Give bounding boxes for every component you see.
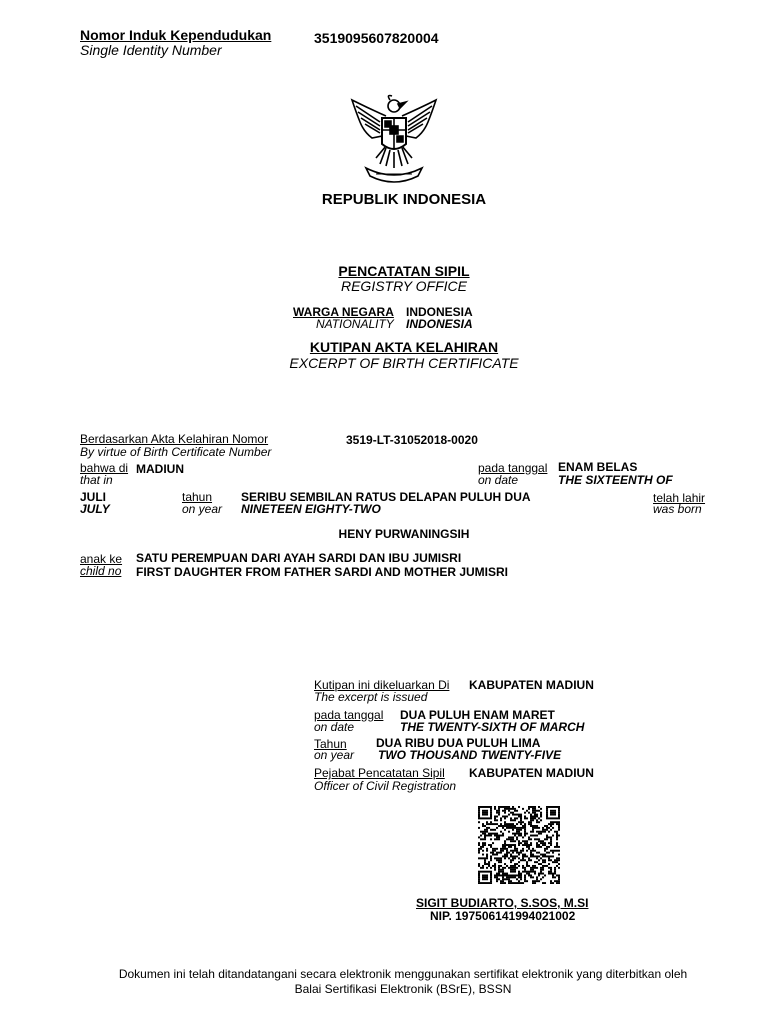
cert-number-label: Berdasarkan Akta Kelahiran Nomor [80,432,269,446]
year-value-en: NINETEEN EIGHTY-TWO [241,502,381,516]
child-label: anak ke [80,552,123,566]
date-label: pada tanggal [478,461,548,475]
qr-code-icon [478,806,560,884]
month-value: JULI [80,490,107,504]
nik-label-en: Single Identity Number [80,42,222,58]
footer-line-2: Balai Sertifikasi Elektronik (BSrE), BSSN [294,982,512,996]
born-label: telah lahir [653,491,706,505]
document-title: KUTIPAN AKTA KELAHIRAN [309,339,499,355]
issued-label-en: The excerpt is issued [314,690,428,704]
day-value-en: THE SIXTEENTH OF [558,473,673,487]
country-title: REPUBLIK INDONESIA [321,191,487,208]
cert-number-label-en: By virtue of Birth Certificate Number [80,445,272,459]
document-title-en: EXCERPT OF BIRTH CERTIFICATE [289,355,519,371]
footer-line-1: Dokumen ini telah ditandatangani secara elektronik menggunakan sertifikat elektronik yang diterbitkan oleh [118,967,688,981]
issue-date-label: pada tanggal [314,708,384,722]
cert-number-value: 3519-LT-31052018-0020 [346,433,478,447]
issue-year-value-en: TWO THOUSAND TWENTY-FIVE [378,748,562,762]
issued-label: Kutipan ini dikeluarkan Di [314,678,450,692]
date-label-en: on date [478,473,519,487]
child-value: SATU PEREMPUAN DARI AYAH SARDI DAN IBU JUMISRI [136,551,462,565]
day-value: ENAM BELAS [558,460,638,474]
child-value-en: FIRST DAUGHTER FROM FATHER SARDI AND MOTHER JUMISRI [136,565,508,579]
child-label-en: child no [80,564,122,578]
officer-value: KABUPATEN MADIUN [469,766,594,780]
year-label: tahun [182,490,213,504]
place-label: bahwa di [80,461,129,475]
born-label-en: was born [653,502,702,516]
issue-date-value-en: THE TWENTY-SIXTH OF MARCH [400,720,585,734]
officer-label-en: Officer of Civil Registration [314,779,457,793]
issued-value: KABUPATEN MADIUN [469,678,594,692]
year-label-en: on year [182,502,223,516]
nik-value: 3519095607820004 [314,30,439,46]
issue-year-label: Tahun [314,737,347,751]
place-value: MADIUN [136,462,184,476]
nationality-label-en: NATIONALITY [316,317,394,331]
issue-date-label-en: on date [314,720,355,734]
nationality-value: INDONESIA [406,305,473,319]
issue-date-value: DUA PULUH ENAM MARET [400,708,555,722]
garuda-emblem-icon [346,92,442,188]
month-value-en: JULY [80,502,110,516]
nik-label: Nomor Induk Kependudukan [80,27,272,43]
officer-label: Pejabat Pencatatan Sipil [314,766,445,780]
office-title: PENCATATAN SIPIL [338,263,470,279]
office-title-en: REGISTRY OFFICE [340,278,467,294]
nationality-label: WARGA NEGARA [293,305,394,319]
place-label-en: that in [80,473,113,487]
signatory-nip: NIP. 197506141994021002 [430,909,576,923]
person-name: HENY PURWANINGSIH [338,527,470,541]
issue-year-value: DUA RIBU DUA PULUH LIMA [376,736,541,750]
signatory-name: SIGIT BUDIARTO, S.SOS, M.SI [416,896,589,910]
year-value: SERIBU SEMBILAN RATUS DELAPAN PULUH DUA [241,490,531,504]
nationality-value-en: INDONESIA [406,317,473,331]
issue-year-label-en: on year [314,748,355,762]
